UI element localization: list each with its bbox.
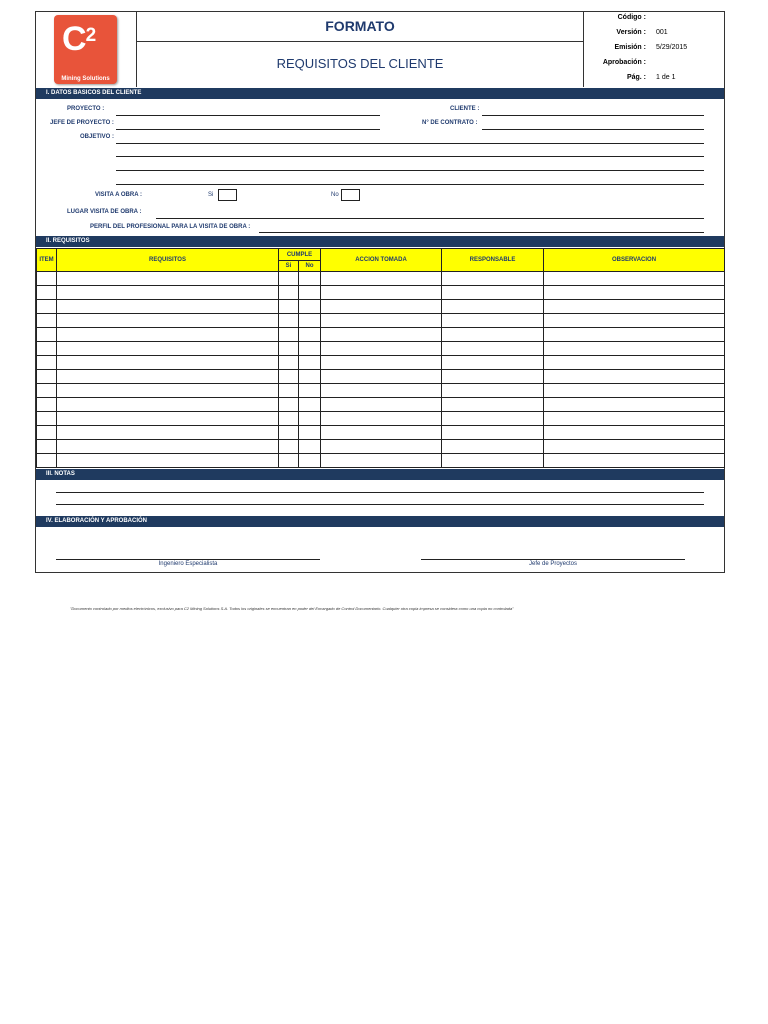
item-cell[interactable] — [37, 286, 57, 300]
requisito-cell[interactable] — [57, 342, 279, 356]
objetivo-line-3[interactable] — [116, 170, 704, 171]
table-row — [37, 286, 725, 300]
title-cell — [137, 12, 584, 87]
visita-si-checkbox[interactable] — [218, 189, 237, 201]
visita-no-label: No — [331, 192, 339, 198]
cumple-no-cell[interactable] — [299, 356, 321, 370]
col-item: ITEM — [37, 249, 57, 272]
accion-cell[interactable] — [321, 314, 442, 328]
cumple-si-cell[interactable] — [279, 398, 299, 412]
cliente-field[interactable] — [482, 115, 704, 116]
form-page — [35, 11, 725, 573]
requisito-cell[interactable] — [57, 454, 279, 468]
item-cell[interactable] — [37, 342, 57, 356]
observacion-cell[interactable] — [544, 384, 725, 398]
accion-cell[interactable] — [321, 328, 442, 342]
requisito-cell[interactable] — [57, 370, 279, 384]
cumple-no-cell[interactable] — [299, 300, 321, 314]
table-row — [37, 426, 725, 440]
section-elaboracion-header: IV. ELABORACIÓN Y APROBACIÓN — [36, 516, 724, 527]
cumple-no-cell[interactable] — [299, 272, 321, 286]
item-cell[interactable] — [37, 398, 57, 412]
table-row — [37, 342, 725, 356]
signature-line-jefe[interactable] — [421, 559, 685, 560]
responsable-cell[interactable] — [442, 412, 544, 426]
requisito-cell[interactable] — [57, 300, 279, 314]
requisito-cell[interactable] — [57, 314, 279, 328]
meta-codigo-label: Código : — [617, 14, 646, 21]
objetivo-line-4[interactable] — [116, 184, 704, 185]
jefe-proyecto-field[interactable] — [116, 129, 380, 130]
objetivo-line-2[interactable] — [116, 156, 704, 157]
responsable-cell[interactable] — [442, 286, 544, 300]
proyecto-field[interactable] — [116, 115, 380, 116]
cumple-si-cell[interactable] — [279, 454, 299, 468]
jefe-proyecto-label: JEFE DE PROYECTO : — [50, 120, 114, 126]
accion-cell[interactable] — [321, 384, 442, 398]
item-cell[interactable] — [37, 300, 57, 314]
requisito-cell[interactable] — [57, 286, 279, 300]
visita-si-label: Si — [208, 192, 214, 198]
item-cell[interactable] — [37, 370, 57, 384]
table-row — [37, 356, 725, 370]
col-cumple-no: No — [299, 261, 321, 272]
cumple-si-cell[interactable] — [279, 328, 299, 342]
accion-cell[interactable] — [321, 272, 442, 286]
cumple-no-cell[interactable] — [299, 384, 321, 398]
item-cell[interactable] — [37, 454, 57, 468]
table-row — [37, 412, 725, 426]
accion-cell[interactable] — [321, 412, 442, 426]
cumple-no-cell[interactable] — [299, 314, 321, 328]
cumple-no-cell[interactable] — [299, 286, 321, 300]
table-row — [37, 440, 725, 454]
control-footnote: "Documento controlado por medios electrónicos, exclusivo para C2 Mining Solutions S.A. Todos los originales se encuentran en poder del Encargado de Control Documentario. Cualquier otra copia impresa se considera como una copia no controlada" — [70, 606, 514, 611]
requisito-cell[interactable] — [57, 412, 279, 426]
accion-cell[interactable] — [321, 356, 442, 370]
responsable-cell[interactable] — [442, 370, 544, 384]
cumple-si-cell[interactable] — [279, 426, 299, 440]
col-observacion: OBSERVACION — [544, 249, 725, 272]
meta-pagina-label: Pág. : — [626, 74, 646, 81]
objetivo-line-1[interactable] — [116, 143, 704, 144]
accion-cell[interactable] — [321, 398, 442, 412]
form-type-title: FORMATO — [137, 12, 583, 42]
table-row — [37, 328, 725, 342]
observacion-cell[interactable] — [544, 440, 725, 454]
table-row — [37, 314, 725, 328]
accion-cell[interactable] — [321, 440, 442, 454]
observacion-cell[interactable] — [544, 286, 725, 300]
objetivo-label: OBJETIVO : — [80, 134, 115, 140]
requisito-cell[interactable] — [57, 426, 279, 440]
accion-cell[interactable] — [321, 370, 442, 384]
observacion-cell[interactable] — [544, 356, 725, 370]
perfil-profesional-field[interactable] — [259, 232, 704, 233]
cumple-si-cell[interactable] — [279, 356, 299, 370]
cliente-label: CLIENTE : — [450, 106, 480, 112]
form-title: REQUISITOS DEL CLIENTE — [276, 56, 444, 71]
accion-cell[interactable] — [321, 454, 442, 468]
company-logo: $C^2$ Mining Solutions — [54, 15, 117, 84]
requisito-cell[interactable] — [57, 384, 279, 398]
signature-label-ingeniero: Ingeniero Especialista — [158, 561, 218, 567]
observacion-cell[interactable] — [544, 370, 725, 384]
observacion-cell[interactable] — [544, 300, 725, 314]
section-datos-basicos-header: I. DATOS BASICOS DEL CLIENTE — [36, 88, 724, 99]
responsable-cell[interactable] — [442, 356, 544, 370]
section-notas-header: III. NOTAS — [36, 469, 724, 480]
proyecto-label: PROYECTO : — [67, 106, 105, 112]
item-cell[interactable] — [37, 426, 57, 440]
requisito-cell[interactable] — [57, 356, 279, 370]
notas-line-1[interactable] — [56, 492, 704, 493]
col-accion-tomada: ACCION TOMADA — [321, 249, 442, 272]
observacion-cell[interactable] — [544, 328, 725, 342]
cumple-no-cell[interactable] — [299, 370, 321, 384]
item-cell[interactable] — [37, 328, 57, 342]
item-cell[interactable] — [37, 440, 57, 454]
item-cell[interactable] — [37, 356, 57, 370]
requisito-cell[interactable] — [57, 398, 279, 412]
cumple-si-cell[interactable] — [279, 300, 299, 314]
requisitos-table — [36, 248, 725, 468]
notas-line-2[interactable] — [56, 504, 704, 505]
lugar-visita-field[interactable] — [156, 218, 704, 219]
accion-cell[interactable] — [321, 286, 442, 300]
meta-emision-label: Emisión : — [614, 44, 646, 51]
table-row — [37, 384, 725, 398]
col-cumple: CUMPLE — [279, 249, 321, 261]
meta-pagina-value: 1 de 1 — [656, 74, 676, 81]
cumple-si-cell[interactable] — [279, 272, 299, 286]
meta-aprobacion-label: Aprobación : — [602, 59, 646, 66]
requisito-cell[interactable] — [57, 440, 279, 454]
logo-cell — [36, 12, 137, 87]
cumple-no-cell[interactable] — [299, 440, 321, 454]
responsable-cell[interactable] — [442, 300, 544, 314]
table-row — [37, 454, 725, 468]
section-requisitos-header: II. REQUISITOS — [36, 236, 724, 247]
responsable-cell[interactable] — [442, 314, 544, 328]
signature-line-ingeniero[interactable] — [56, 559, 320, 560]
cumple-si-cell[interactable] — [279, 412, 299, 426]
contrato-field[interactable] — [482, 129, 704, 130]
table-row — [37, 370, 725, 384]
accion-cell[interactable] — [321, 426, 442, 440]
cumple-si-cell[interactable] — [279, 440, 299, 454]
observacion-cell[interactable] — [544, 426, 725, 440]
cumple-si-cell[interactable] — [279, 342, 299, 356]
cumple-no-cell[interactable] — [299, 412, 321, 426]
responsable-cell[interactable] — [442, 384, 544, 398]
document-meta — [584, 12, 726, 87]
observacion-cell[interactable] — [544, 454, 725, 468]
meta-version-label: Versión : — [616, 29, 646, 36]
responsable-cell[interactable] — [442, 440, 544, 454]
signature-label-jefe: Jefe de Proyectos — [528, 561, 578, 567]
responsable-cell[interactable] — [442, 272, 544, 286]
cumple-si-cell[interactable] — [279, 384, 299, 398]
cumple-no-cell[interactable] — [299, 426, 321, 440]
col-requisitos: REQUISITOS — [57, 249, 279, 272]
logo-subtitle: Mining Solutions — [61, 76, 110, 82]
meta-emision-value: 5/29/2015 — [656, 44, 688, 51]
cumple-no-cell[interactable] — [299, 398, 321, 412]
lugar-visita-label: LUGAR VISITA DE OBRA : — [67, 209, 142, 215]
responsable-cell[interactable] — [442, 454, 544, 468]
col-responsable: RESPONSABLE — [442, 249, 544, 272]
requisito-cell[interactable] — [57, 328, 279, 342]
cumple-no-cell[interactable] — [299, 328, 321, 342]
observacion-cell[interactable] — [544, 398, 725, 412]
contrato-label: N° DE CONTRATO : — [422, 120, 478, 126]
visita-no-checkbox[interactable] — [341, 189, 360, 201]
visita-obra-label: VISITA A OBRA : — [95, 192, 142, 198]
cumple-si-cell[interactable] — [279, 286, 299, 300]
item-cell[interactable] — [37, 412, 57, 426]
item-cell[interactable] — [37, 314, 57, 328]
cumple-no-cell[interactable] — [299, 342, 321, 356]
table-row — [37, 398, 725, 412]
accion-cell[interactable] — [321, 300, 442, 314]
table-row — [37, 272, 725, 286]
accion-cell[interactable] — [321, 342, 442, 356]
responsable-cell[interactable] — [442, 342, 544, 356]
meta-version-value: 001 — [656, 29, 668, 36]
perfil-profesional-label: PERFIL DEL PROFESIONAL PARA LA VISITA DE OBRA : — [90, 224, 251, 230]
responsable-cell[interactable] — [442, 398, 544, 412]
observacion-cell[interactable] — [544, 314, 725, 328]
observacion-cell[interactable] — [544, 272, 725, 286]
responsable-cell[interactable] — [442, 426, 544, 440]
observacion-cell[interactable] — [544, 412, 725, 426]
cumple-si-cell[interactable] — [279, 370, 299, 384]
responsable-cell[interactable] — [442, 328, 544, 342]
observacion-cell[interactable] — [544, 342, 725, 356]
table-row — [37, 300, 725, 314]
cumple-no-cell[interactable] — [299, 454, 321, 468]
requisito-cell[interactable] — [57, 272, 279, 286]
cumple-si-cell[interactable] — [279, 314, 299, 328]
item-cell[interactable] — [37, 384, 57, 398]
item-cell[interactable] — [37, 272, 57, 286]
col-cumple-si: Si — [279, 261, 299, 272]
